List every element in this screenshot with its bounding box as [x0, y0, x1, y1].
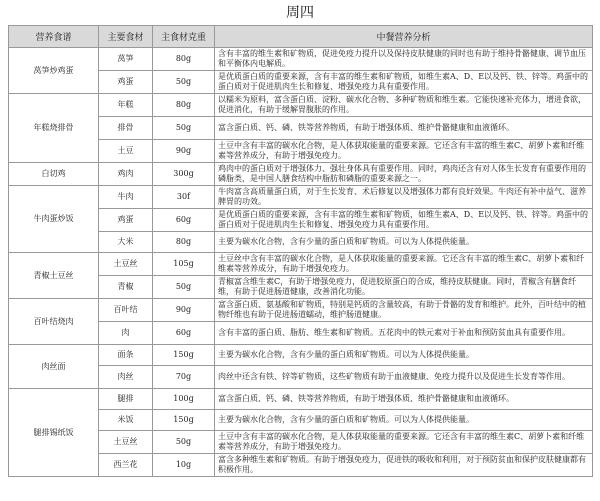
amount-cell: 50g	[153, 117, 215, 140]
ingredient-cell: 莴笋	[99, 48, 153, 71]
dish-name: 白切鸡	[9, 163, 99, 186]
analysis-cell: 牛肉富含高质量蛋白质，对于生长发育、术后修复以及增强体力都有良好效果。牛肉还有补中益气、滋养脾胃的功效。	[215, 186, 593, 209]
analysis-cell: 土豆丝中含有丰富的碳水化合物，是人体获取能量的重要来源。它还含有丰富的维生素C、胡萝卜素和纤维素等营养成分，有助于增强免疫力。	[215, 253, 593, 276]
analysis-cell: 是优质蛋白质的重要来源，含有丰富的维生素和矿物质，如维生素A、D、E以及钙、铁、锌等。鸡蛋中的蛋白质对于促进肌肉生长和修复、增强免疫力具有重要作用。	[215, 209, 593, 232]
amount-cell: 150g	[153, 345, 215, 366]
analysis-cell: 土豆中含有丰富的碳水化合物，是人体获取能量的重要来源。它还含有丰富的维生素C、胡萝卜素和纤维素等营养成分，有助于增强免疫力。	[215, 431, 593, 454]
table-row	[9, 94, 593, 117]
table-row	[9, 163, 593, 186]
ingredient-cell: 土豆	[99, 140, 153, 163]
ingredient-cell: 西兰花	[99, 454, 153, 477]
analysis-cell: 主要为碳水化合物，含有少量的蛋白质和矿物质。可以为人体提供能量。	[215, 232, 593, 253]
ingredient-cell: 腿排	[99, 389, 153, 410]
ingredient-cell: 大米	[99, 232, 153, 253]
table-row	[9, 345, 593, 366]
ingredient-cell: 米饭	[99, 410, 153, 431]
amount-cell: 70g	[153, 366, 215, 389]
amount-cell: 50g	[153, 71, 215, 94]
dish-name: 青椒土豆丝	[9, 253, 99, 299]
amount-cell: 50g	[153, 431, 215, 454]
analysis-cell: 富含蛋白质、钙、磷、铁等营养物质，有助于增强体质、维护骨骼健康和血液循环。	[215, 117, 593, 140]
analysis-cell: 富含蛋白质、钙、磷、铁等营养物质，有助于增强体质、维护骨骼健康和血液循环。	[215, 389, 593, 410]
table-row	[9, 389, 593, 410]
table-header-row	[9, 26, 593, 48]
analysis-cell: 主要为碳水化合物，含有少量的蛋白质和矿物质。可以为人体提供能量。	[215, 410, 593, 431]
page-title: 周四	[286, 5, 314, 21]
amount-cell: 300g	[153, 163, 215, 186]
dish-name: 牛肉蛋炒饭	[9, 186, 99, 253]
ingredient-cell: 肉丝	[99, 366, 153, 389]
amount-cell: 80g	[153, 48, 215, 71]
ingredient-cell: 面条	[99, 345, 153, 366]
table-row	[9, 48, 593, 71]
analysis-cell: 鸡肉中的蛋白质对于增强体力、强壮身体具有重要作用。同时，鸡肉还含有对人体生长发育有重要作用的磷脂类，是中国人膳食结构中脂肪和磷脂的重要来源之一。	[215, 163, 593, 186]
ingredient-cell: 鸡蛋	[99, 71, 153, 94]
dish-name: 腿排锡纸饭	[9, 389, 99, 477]
header-ingredient: 主要食材	[99, 26, 153, 48]
header-amount: 主食材克重	[153, 26, 215, 48]
amount-cell: 100g	[153, 389, 215, 410]
analysis-cell: 以糯米为原料，富含蛋白质、淀粉、碳水化合物、多种矿物质和维生素。它能快速补充体力，增进食欲，促进消化，有助于缓解胃腹胀的作用。	[215, 94, 593, 117]
table-row	[9, 299, 593, 322]
ingredient-cell: 百叶结	[99, 299, 153, 322]
ingredient-cell: 青椒	[99, 276, 153, 299]
amount-cell: 60g	[153, 209, 215, 232]
analysis-cell: 含有丰富的蛋白质、脂肪、维生素和矿物质。五花肉中的铁元素对于补血和预防贫血具有重要作用。	[215, 322, 593, 345]
amount-cell: 80g	[153, 94, 215, 117]
amount-cell: 50g	[153, 276, 215, 299]
amount-cell: 30f	[153, 186, 215, 209]
amount-cell: 90g	[153, 140, 215, 163]
table-row	[9, 186, 593, 209]
amount-cell: 60g	[153, 322, 215, 345]
dish-name: 肉丝面	[9, 345, 99, 389]
header-analysis: 中餐营养分析	[215, 26, 593, 48]
amount-cell: 105g	[153, 253, 215, 276]
ingredient-cell: 肉	[99, 322, 153, 345]
dish-name: 百叶结烧肉	[9, 299, 99, 345]
analysis-cell: 富含蛋白质、氨基酸和矿物质，特别是钙质的含量较高，有助于骨骼的发育和维护。此外，百叶结中的植物纤维也有助于促进肠道蠕动，维护肠道健康。	[215, 299, 593, 322]
amount-cell: 150g	[153, 410, 215, 431]
ingredient-cell: 鸡蛋	[99, 209, 153, 232]
analysis-cell: 富含多种维生素和矿物质。有助于增强免疫力，促进铁的吸收和利用，对于预防贫血和保护皮肤健康都有积极作用。	[215, 454, 593, 477]
analysis-cell: 是优质蛋白质的重要来源，含有丰富的维生素和矿物质，如维生素A、D、E以及钙、铁、锌等。鸡蛋中的蛋白质对于促进肌肉生长和修复、增强免疫力具有重要作用。	[215, 71, 593, 94]
analysis-cell: 肉丝中还含有铁、锌等矿物质，这些矿物质有助于血液健康、免疫力提升以及促进生长发育等作用。	[215, 366, 593, 389]
ingredient-cell: 土豆丝	[99, 253, 153, 276]
ingredient-cell: 土豆丝	[99, 431, 153, 454]
ingredient-cell: 排骨	[99, 117, 153, 140]
dish-name: 年糕烧排骨	[9, 94, 99, 163]
header-dish: 营养食谱	[9, 26, 99, 48]
ingredient-cell: 牛肉	[99, 186, 153, 209]
analysis-cell: 土豆中含有丰富的碳水化合物，是人体获取能量的重要来源。它还含有丰富的维生素C、胡萝卜素和纤维素等营养成分，有助于增强免疫力。	[215, 140, 593, 163]
ingredient-cell: 鸡肉	[99, 163, 153, 186]
amount-cell: 90g	[153, 299, 215, 322]
analysis-cell: 含有丰富的维生素和矿物质，促进免疫力提升以及保持皮肤健康的同时也有助于维持骨骼健康、调节血压和平衡体内电解质。	[215, 48, 593, 71]
ingredient-cell: 年糕	[99, 94, 153, 117]
analysis-cell: 主要为碳水化合物，含有少量的蛋白质和矿物质。可以为人体提供能量。	[215, 345, 593, 366]
analysis-cell: 青椒富含维生素C，有助于增强免疫力，促进胶原蛋白的合成，维持皮肤健康。同时，青椒含有膳食纤维，有助于促进肠道健康，改善消化功能。	[215, 276, 593, 299]
menu-table	[8, 25, 593, 477]
amount-cell: 10g	[153, 454, 215, 477]
table-row	[9, 253, 593, 276]
amount-cell: 80g	[153, 232, 215, 253]
dish-name: 莴笋炒鸡蛋	[9, 48, 99, 94]
